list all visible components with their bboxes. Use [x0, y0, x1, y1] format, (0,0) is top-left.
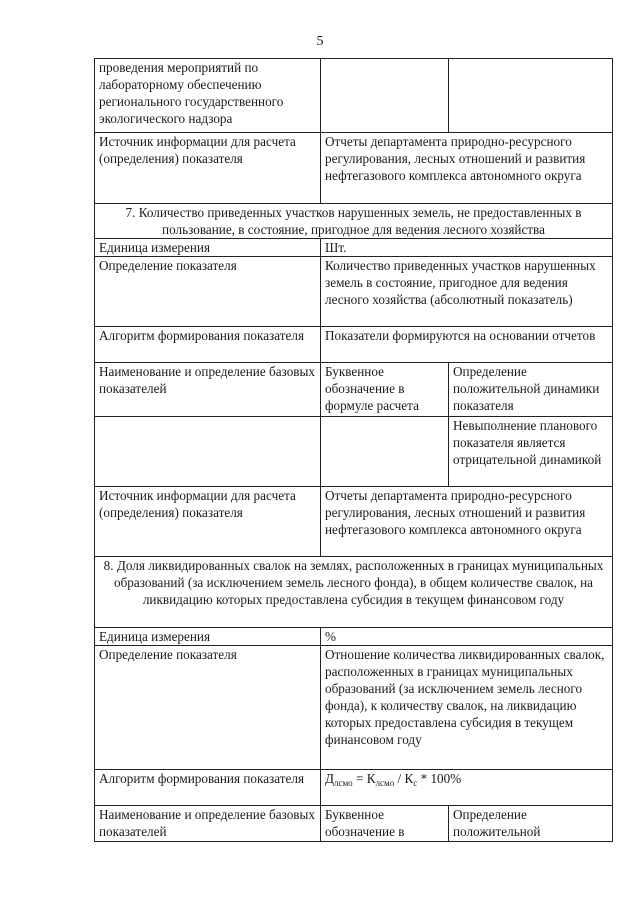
page-number: 5 [316, 34, 324, 49]
formula-num-sub: лсмо [375, 778, 395, 788]
table-row [95, 239, 613, 257]
table-row [95, 646, 613, 770]
table-row [95, 204, 613, 239]
unit-label-cell: Единица измерения [95, 239, 321, 257]
empty-cell [449, 59, 613, 133]
indicator-passport-table [94, 58, 613, 842]
section-7-title: 7. Количество приведенных участков нарушенных земель, не предоставленных в пользование, в состояние, пригодное для ведения лесного хозяйства [95, 204, 613, 239]
source-label-cell: Источник информации для расчета (определения) показателя [95, 133, 321, 204]
unit-value-cell: Шт. [321, 239, 613, 257]
unit-value-cell: % [321, 628, 613, 646]
table-row [95, 59, 613, 133]
algorithm-formula-cell [321, 770, 613, 806]
formula-eq: = [352, 771, 367, 786]
empty-cell [95, 417, 321, 487]
table-row [95, 417, 613, 487]
empty-cell [321, 417, 449, 487]
definition-value-cell: Количество приведенных участков нарушенных земель в состояние, пригодное для ведения лесного хозяйства (абсолютный показатель) [321, 257, 613, 327]
formula-div: / [394, 771, 405, 786]
base-label-cell: Наименование и определение базовых показателей [95, 363, 321, 417]
formula-tail: * 100% [417, 771, 462, 786]
base-letter-cell: Буквенное обозначение в формуле расчета [321, 363, 449, 417]
algorithm-label-cell: Алгоритм формирования показателя [95, 327, 321, 363]
base-positive-cell: Определение положительной динамики показателя [449, 363, 613, 417]
formula-den-sub: с [413, 778, 418, 788]
definition-label-cell: Определение показателя [95, 646, 321, 770]
indicator-table-wrapper [94, 58, 612, 842]
source-label-cell: Источник информации для расчета (определения) показателя [95, 487, 321, 557]
table-row [95, 557, 613, 628]
base-letter-cell: Буквенное обозначение в [321, 806, 449, 842]
algorithm-label-cell: Алгоритм формирования показателя [95, 770, 321, 806]
table-row [95, 770, 613, 806]
table-row [95, 363, 613, 417]
base-positive-cell: Определение положительной [449, 806, 613, 842]
unit-label-cell: Единица измерения [95, 628, 321, 646]
table-row [95, 487, 613, 557]
base-negative-cell: Невыполнение планового показателя является отрицательной динамикой [449, 417, 613, 487]
algorithm-value-cell: Показатели формируются на основании отчетов [321, 327, 613, 363]
section-8-title: 8. Доля ликвидированных свалок на землях, расположенных в границах муниципальных образований (за исключением земель лесного фонда), в общем количестве свалок, на ликвидацию которых предоставлена субсидия в текущем финансовом году [95, 557, 613, 628]
table-row [95, 806, 613, 842]
definition-label-cell: Определение показателя [95, 257, 321, 327]
table-row [95, 327, 613, 363]
formula-lhs-sub: лсмо [334, 778, 353, 788]
empty-cell [321, 59, 449, 133]
table-row [95, 133, 613, 204]
table-row [95, 628, 613, 646]
definition-value-cell: Отношение количества ликвидированных свалок, расположенных в границах муниципальных образований (за исключением земель лесного фонда), к количеству свалок, на ликвидацию которых предоставлена субсидия в текущем финансовом году [321, 646, 613, 770]
formula-den: К [404, 771, 414, 786]
formula-lhs: Д [325, 771, 334, 786]
table-row [95, 257, 613, 327]
formula-num: К [366, 771, 376, 786]
source-value-cell: Отчеты департамента природно-ресурсного регулирования, лесных отношений и развития нефтегазового комплекса автономного округа [321, 487, 613, 557]
continuation-label-cell: проведения мероприятий по лабораторному обеспечению регионального государственного экологического надзора [95, 59, 321, 133]
source-value-cell: Отчеты департамента природно-ресурсного регулирования, лесных отношений и развития нефтегазового комплекса автономного округа [321, 133, 613, 204]
base-label-cell: Наименование и определение базовых показателей [95, 806, 321, 842]
